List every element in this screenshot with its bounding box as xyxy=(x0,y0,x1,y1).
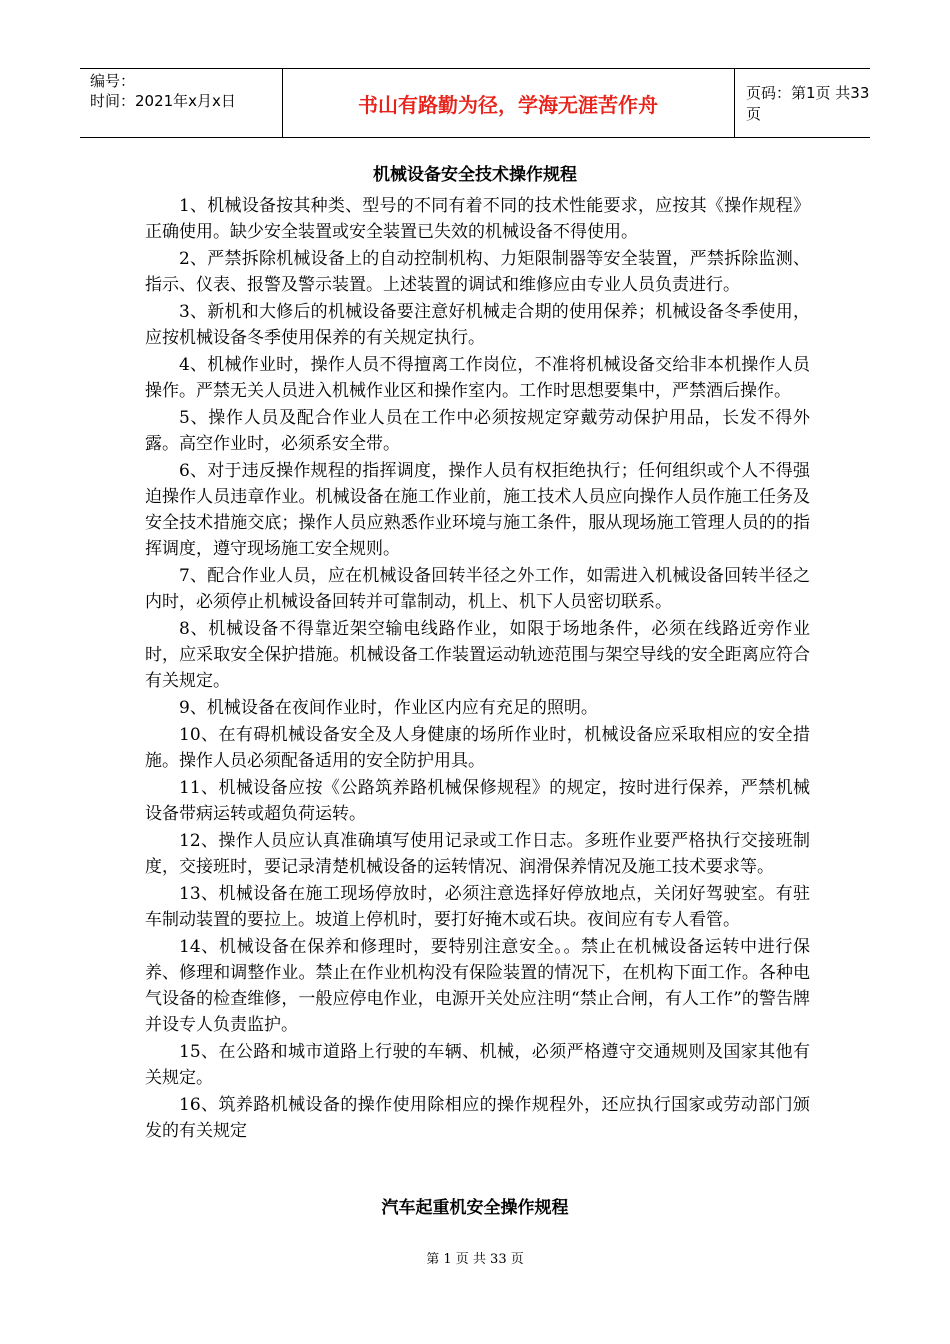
header-page-label: 页码：第1页 共33页 xyxy=(746,84,870,123)
paragraph-12: 12、操作人员应认真准确填写使用记录或工作日志。多班作业要严格执行交接班制度，交接班时，要记录清楚机械设备的运转情况、润滑保养情况及施工技术要求等。 xyxy=(145,831,810,877)
paragraph-14: 14、机械设备在保养和修理时，要特别注意安全。。禁止在机械设备运转中进行保养、修理和调整作业。禁止在作业机构没有保险装置的情况下，在机构下面工作。各种电气设备的检查维修，一般应停电作业，电源开关处应注明“禁止合闸，有人工作”的警告牌并设专人负责监护。 xyxy=(145,937,810,1035)
paragraph-2: 2、严禁拆除机械设备上的自动控制机构、力矩限制器等安全装置，严禁拆除监测、指示、仪表、报警及警示装置。上述装置的调试和维修应由专业人员负责进行。 xyxy=(145,249,810,295)
paragraph-11: 11、机械设备应按《公路筑养路机械保修规程》的规定，按时进行保养，严禁机械设备带病运转或超负荷运转。 xyxy=(145,778,810,824)
paragraph-13: 13、机械设备在施工现场停放时，必须注意选择好停放地点，关闭好驾驶室。有驻车制动装置的要拉上。坡道上停机时，要打好掩木或石块。夜间应有专人看管。 xyxy=(145,884,810,930)
paragraph-6: 6、对于违反操作规程的指挥调度，操作人员有权拒绝执行；任何组织或个人不得强迫操作人员违章作业。机械设备在施工作业前，施工技术人员应向操作人员作施工任务及安全技术措施交底；操作人员应熟悉作业环境与施工条件，服从现场施工管理人员的的指挥调度，遵守现场施工安全规则。 xyxy=(145,461,810,559)
paragraph-15: 15、在公路和城市道路上行驶的车辆、机械，必须严格遵守交通规则及国家其他有关规定。 xyxy=(145,1042,810,1088)
header-motto: 书山有路勤为径，学海无涯苦作舟 xyxy=(358,92,658,117)
header-divider-right xyxy=(734,69,735,137)
page-header xyxy=(80,68,870,138)
page-footer: 第 1 页 共 33 页 xyxy=(426,1252,524,1267)
paragraph-3: 3、新机和大修后的机械设备要注意好机械走合期的使用保养；机械设备冬季使用，应按机械设备冬季使用保养的有关规定执行。 xyxy=(145,302,810,348)
header-date-label: 时间：2021年x月x日 xyxy=(90,92,236,110)
paragraph-16: 16、筑养路机械设备的操作使用除相应的操作规程外，还应执行国家或劳动部门颁发的有关规定 xyxy=(145,1095,810,1141)
paragraph-9: 9、机械设备在夜间作业时，作业区内应有充足的照明。 xyxy=(179,698,598,718)
paragraph-5: 5、操作人员及配合作业人员在工作中必须按规定穿戴劳动保护用品，长发不得外露。高空作业时，必须系安全带。 xyxy=(145,408,810,454)
paragraph-1: 1、机械设备按其种类、型号的不同有着不同的技术性能要求，应按其《操作规程》正确使用。缺少安全装置或安全装置已失效的机械设备不得使用。 xyxy=(145,196,810,242)
paragraph-7: 7、配合作业人员，应在机械设备回转半径之外工作，如需进入机械设备回转半径之内时，必须停止机械设备回转并可靠制动，机上、机下人员密切联系。 xyxy=(145,566,810,612)
header-meta xyxy=(90,71,280,111)
paragraph-10: 10、在有碍机械设备安全及人身健康的场所作业时，机械设备应采取相应的安全措施。操作人员必须配备适用的安全防护用具。 xyxy=(145,725,810,771)
next-section-title: 汽车起重机安全操作规程 xyxy=(381,1198,569,1218)
document-title: 机械设备安全技术操作规程 xyxy=(373,165,577,185)
paragraph-4: 4、机械作业时，操作人员不得擅离工作岗位，不准将机械设备交给非本机操作人员操作。严禁无关人员进入机械作业区和操作室内。工作时思想要集中，严禁酒后操作。 xyxy=(145,355,810,401)
document-body xyxy=(145,193,810,1145)
header-number-label: 编号： xyxy=(90,72,136,90)
paragraph-8: 8、机械设备不得靠近架空输电线路作业，如限于场地条件，必须在线路近旁作业时，应采取安全保护措施。机械设备工作装置运动轨迹范围与架空导线的安全距离应符合有关规定。 xyxy=(145,619,810,691)
